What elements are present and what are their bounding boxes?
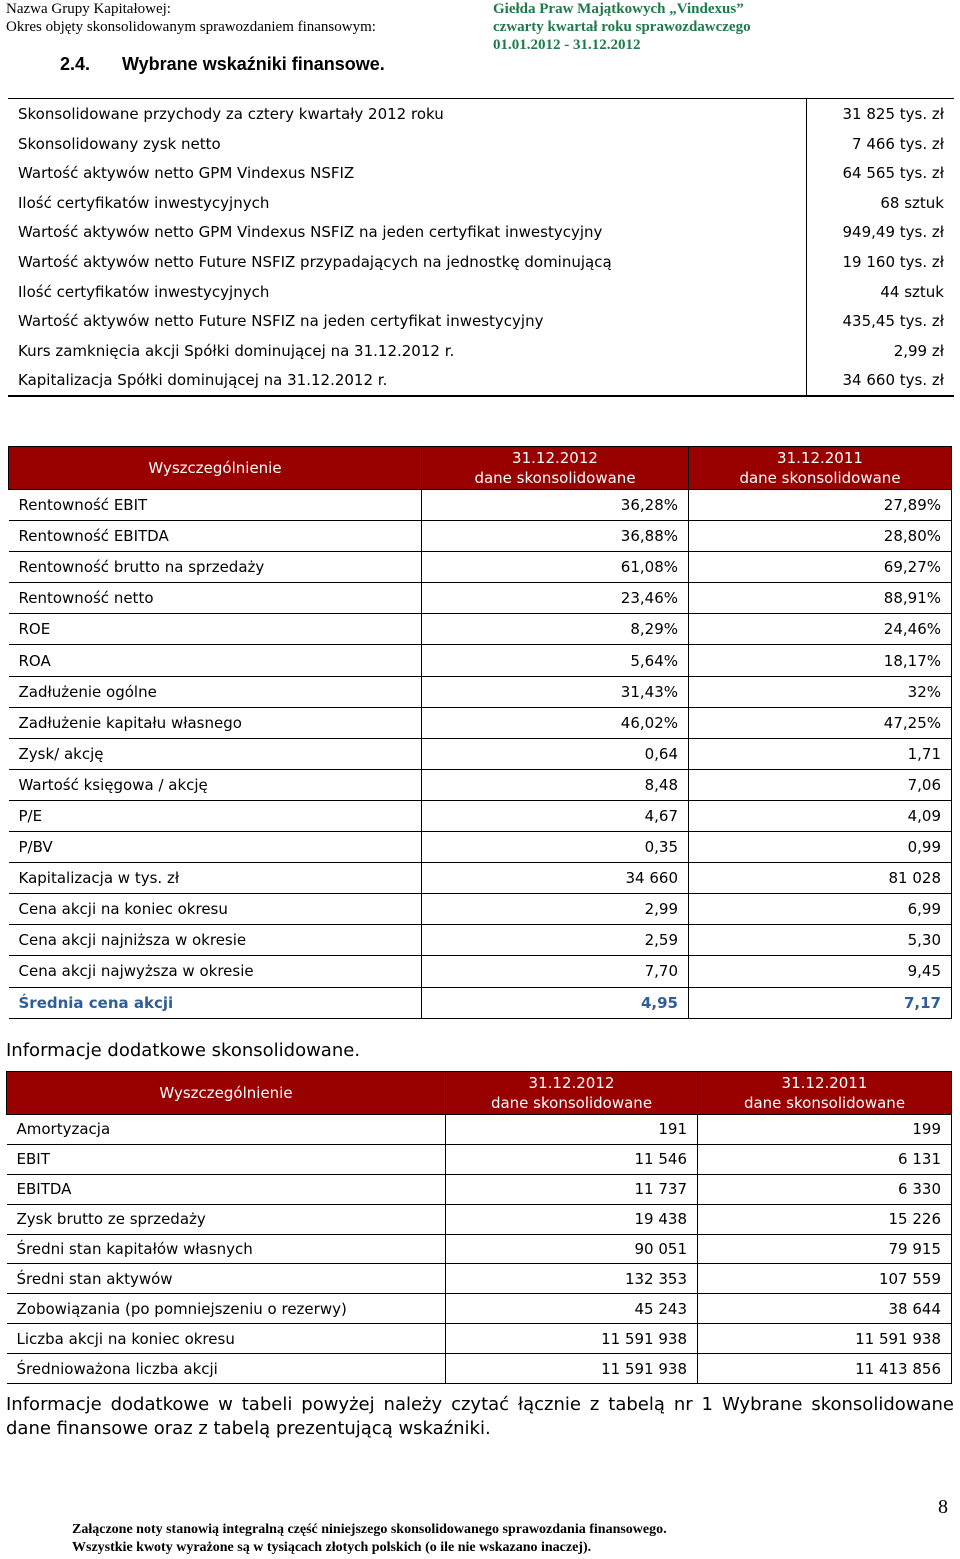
value-2011: 28,80% [689,521,952,552]
row-label: Rentowność netto [9,583,422,614]
value-2012: 11 546 [446,1144,698,1174]
row-label: Średni stan kapitałów własnych [7,1234,446,1264]
row-label: Kapitalizacja w tys. zł [9,863,422,894]
column-header-item: Wyszczególnienie [9,447,422,490]
section-number: 2.4. [60,54,91,74]
footer-line-units: Wszystkie kwoty wyrażone są w tysiącach złotych polskich (o ile nie wskazano inaczej). [72,1540,592,1555]
table-row [9,707,952,738]
summary-label: Ilość certyfikatów inwestycyjnych [18,282,270,301]
value-2011: 79 915 [698,1234,952,1264]
table-row [9,894,952,925]
row-label: Cena akcji na koniec okresu [9,894,422,925]
value-2011: 7,17 [689,987,952,1018]
value-2011: 6 131 [698,1144,952,1174]
report-header-right [493,0,751,54]
value-2012: 19 438 [446,1204,698,1234]
period-label: Okres objęty skonsolidowanym sprawozdaniem finansowym: [6,19,376,35]
summary-row [8,365,954,395]
summary-table [8,98,954,397]
table-row [9,583,952,614]
value-2012: 0,35 [422,832,689,863]
row-label: P/E [9,800,422,831]
summary-label: Wartość aktywów netto GPM Vindexus NSFIZ [18,164,355,183]
row-label: Zysk/ akcję [9,738,422,769]
value-2012: 23,46% [422,583,689,614]
row-label: Cena akcji najwyższa w okresie [9,956,422,987]
summary-row [8,336,954,366]
value-2012: 8,48 [422,769,689,800]
value-2011: 199 [698,1115,952,1145]
summary-label: Skonsolidowane przychody za cztery kwartały 2012 roku [18,105,444,123]
table-header-row [9,447,952,490]
page-number: 8 [938,1496,948,1518]
row-label: EBITDA [7,1174,446,1204]
page-footer [72,1521,667,1557]
value-2011: 1,71 [689,738,952,769]
summary-row [8,217,954,247]
table-row [9,552,952,583]
table-row [9,956,952,987]
table-row [9,800,952,831]
row-label: Średnia cena akcji [9,987,422,1018]
value-2011: 7,06 [689,769,952,800]
indicators-table [8,446,952,1019]
value-2012: 46,02% [422,707,689,738]
table-row [7,1354,952,1384]
row-label: Rentowność brutto na sprzedaży [9,552,422,583]
table-row [7,1115,952,1145]
summary-value: 7 466 tys. zł [852,134,944,153]
summary-row [8,158,954,188]
summary-label: Skonsolidowany zysk netto [18,134,221,153]
value-2011: 88,91% [689,583,952,614]
value-2011: 27,89% [689,490,952,521]
table-row [7,1204,952,1234]
row-label: P/BV [9,832,422,863]
value-2011: 47,25% [689,707,952,738]
summary-value: 31 825 tys. zł [842,105,944,123]
table-row [9,863,952,894]
row-label: Średnioważona liczba akcji [7,1354,446,1384]
value-2012: 4,95 [422,987,689,1018]
row-label: Zadłużenie kapitału własnego [9,707,422,738]
summary-label: Ilość certyfikatów inwestycyjnych [18,193,270,212]
section-title [60,54,385,75]
value-2012: 90 051 [446,1234,698,1264]
column-header-2011: 31.12.2011 dane skonsolidowane [698,1072,952,1115]
value-2011: 9,45 [689,956,952,987]
value-2011: 107 559 [698,1264,952,1294]
value-2011: 18,17% [689,645,952,676]
value-2012: 36,88% [422,521,689,552]
value-2012: 0,64 [422,738,689,769]
row-label: Liczba akcji na koniec okresu [7,1324,446,1354]
table-row [9,832,952,863]
value-2012: 11 737 [446,1174,698,1204]
group-name-label: Nazwa Grupy Kapitałowej: [6,1,171,17]
value-2012: 61,08% [422,552,689,583]
summary-value: 435,45 tys. zł [842,312,944,331]
row-label: Zadłużenie ogólne [9,676,422,707]
row-label: Cena akcji najniższa w okresie [9,925,422,956]
group-name-value: Giełda Praw Majątkowych „Vindexus” [493,1,744,17]
row-label: ROE [9,614,422,645]
value-2012: 11 591 938 [446,1354,698,1384]
value-2012: 7,70 [422,956,689,987]
period-quarter: czwarty kwartał roku sprawozdawczego [493,19,751,35]
value-2011: 0,99 [689,832,952,863]
summary-value: 2,99 zł [893,341,944,360]
table-row [9,645,952,676]
summary-value: 68 sztuk [880,193,944,212]
summary-row [8,247,954,277]
value-2012: 132 353 [446,1264,698,1294]
summary-value: 64 565 tys. zł [842,164,944,183]
value-2011: 69,27% [689,552,952,583]
table-row [7,1294,952,1324]
table-row [9,490,952,521]
value-2012: 2,99 [422,894,689,925]
column-header-2012: 31.12.2012 dane skonsolidowane [446,1072,698,1115]
column-header-2011: 31.12.2011 dane skonsolidowane [689,447,952,490]
summary-row [8,99,954,129]
summary-label: Wartość aktywów netto Future NSFIZ przypadających na jednostkę dominującą [18,252,612,271]
table-row [9,738,952,769]
row-label: Zysk brutto ze sprzedaży [7,1204,446,1234]
row-label: Rentowność EBIT [9,490,422,521]
summary-row [8,277,954,307]
table-row [9,925,952,956]
summary-label: Kapitalizacja Spółki dominującej na 31.12.2012 r. [18,371,388,390]
table-row [9,614,952,645]
row-label: Rentowność EBITDA [9,521,422,552]
row-label: Amortyzacja [7,1115,446,1145]
table-row [7,1174,952,1204]
report-header-left [6,0,376,36]
summary-row [8,306,954,336]
summary-label: Wartość aktywów netto Future NSFIZ na jeden certyfikat inwestycyjny [18,312,544,331]
value-2011: 81 028 [689,863,952,894]
value-2012: 5,64% [422,645,689,676]
value-2012: 45 243 [446,1294,698,1324]
value-2011: 38 644 [698,1294,952,1324]
value-2011: 32% [689,676,952,707]
table-row [7,1144,952,1174]
value-2012: 31,43% [422,676,689,707]
additional-info-note: Informacje dodatkowe w tabeli powyżej należy czytać łącznie z tabelą nr 1 Wybrane skonsolidowane dane finansowe oraz z tabelą prezentującą wskaźniki. [6,1394,954,1439]
column-header-2012: 31.12.2012 dane skonsolidowane [422,447,689,490]
value-2012: 11 591 938 [446,1324,698,1354]
value-2012: 36,28% [422,490,689,521]
additional-info-table [6,1071,952,1384]
table-header-row [7,1072,952,1115]
value-2012: 2,59 [422,925,689,956]
row-label: ROA [9,645,422,676]
row-label: Wartość księgowa / akcję [9,769,422,800]
row-label: Zobowiązania (po pomniejszeniu o rezerwy) [7,1294,446,1324]
table-row [9,769,952,800]
value-2012: 4,67 [422,800,689,831]
section-heading: Wybrane wskaźniki finansowe. [122,54,385,74]
table-row [9,521,952,552]
value-2011: 15 226 [698,1204,952,1234]
summary-value: 949,49 tys. zł [842,223,944,242]
column-header-item: Wyszczególnienie [7,1072,446,1115]
value-2011: 11 413 856 [698,1354,952,1384]
value-2011: 4,09 [689,800,952,831]
table-row [7,1324,952,1354]
summary-value: 34 660 tys. zł [842,371,944,390]
table-row [7,1264,952,1294]
table-row [7,1234,952,1264]
value-2012: 34 660 [422,863,689,894]
summary-row [8,129,954,159]
summary-row [8,188,954,218]
summary-value: 19 160 tys. zł [842,252,944,271]
value-2011: 24,46% [689,614,952,645]
footer-line-notes: Załączone noty stanowią integralną część niniejszego skonsolidowanego sprawozdania finansowego. [72,1522,667,1537]
table-row [9,676,952,707]
row-label: EBIT [7,1144,446,1174]
value-2011: 6 330 [698,1174,952,1204]
summary-value: 44 sztuk [880,282,944,301]
row-label: Średni stan aktywów [7,1264,446,1294]
value-2012: 191 [446,1115,698,1145]
additional-info-title: Informacje dodatkowe skonsolidowane. [6,1040,361,1061]
value-2011: 11 591 938 [698,1324,952,1354]
table-row [9,987,952,1018]
summary-label: Kurs zamknięcia akcji Spółki dominującej na 31.12.2012 r. [18,341,455,360]
value-2011: 5,30 [689,925,952,956]
summary-label: Wartość aktywów netto GPM Vindexus NSFIZ na jeden certyfikat inwestycyjny [18,223,603,242]
value-2011: 6,99 [689,894,952,925]
period-dates: 01.01.2012 - 31.12.2012 [493,37,641,53]
value-2012: 8,29% [422,614,689,645]
